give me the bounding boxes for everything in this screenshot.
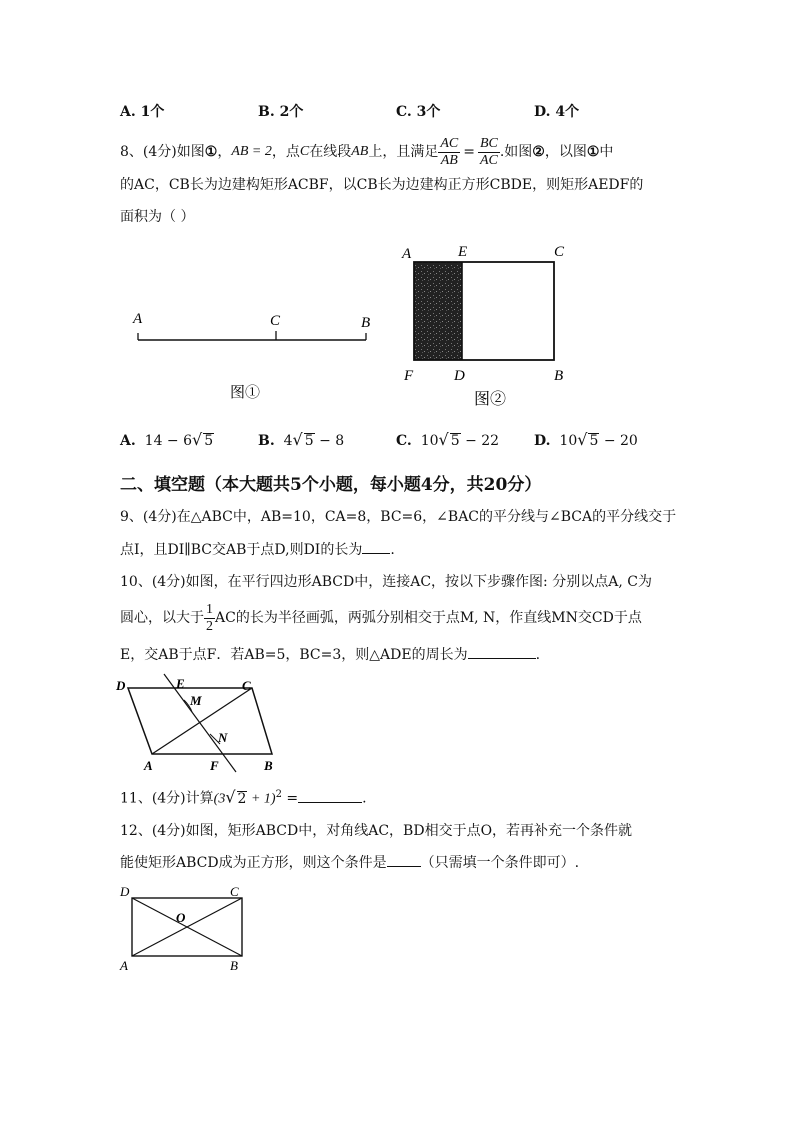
q8-line2: 的AC，CB长为边建构矩形ACBF，以CB长为边建构正方形CBDE，则矩形AEDF的: [120, 177, 644, 193]
radicand: 5: [204, 433, 214, 449]
diagonal-ac: [152, 688, 252, 754]
q9-text: .: [390, 542, 395, 558]
option-pre: 14 − 6: [144, 433, 193, 449]
option-post: − 22: [460, 433, 500, 449]
label-d: D: [120, 884, 130, 899]
label-o: O: [176, 910, 186, 925]
option-letter: A.: [120, 433, 136, 449]
q8-fraction-1: [438, 136, 460, 169]
q8-line1: [120, 137, 613, 167]
q8-point-c: C: [299, 144, 310, 159]
q12-line2: [120, 853, 579, 873]
radicand: 5: [450, 433, 460, 449]
label-b: B: [554, 368, 564, 384]
q11-answer-blank: [298, 802, 362, 803]
section-2-heading: 二、填空题（本大题共5个小题，每小题4分，共20分）: [120, 475, 542, 495]
q8-text: ，: [217, 144, 232, 160]
label-b: B: [264, 758, 273, 773]
q8-fig1-ref: ①: [586, 144, 600, 160]
option-pre: 10: [559, 433, 578, 449]
label-c: C: [554, 244, 565, 260]
radicand: 2: [237, 790, 247, 807]
frac-num: BC: [479, 135, 498, 151]
q11-text: .: [362, 790, 367, 807]
q7-option-a: A. 1个: [120, 104, 165, 120]
label-b: B: [361, 315, 371, 331]
q8-figure-1: [128, 305, 378, 410]
q7-option-d: D. 4个: [534, 104, 580, 120]
q8-option-a: [120, 430, 214, 451]
label-b: B: [230, 958, 238, 973]
radical-sign: √: [225, 787, 236, 807]
q11-expr: =: [281, 790, 299, 807]
label-d: D: [454, 368, 465, 384]
q8-text: 在线段: [309, 144, 352, 160]
q8-option-c: [396, 430, 499, 451]
option-pre: 10: [420, 433, 439, 449]
label-a: A: [144, 758, 153, 773]
fig1-caption: 图①: [230, 385, 261, 401]
fig2-caption: 图②: [474, 391, 507, 408]
label-c: C: [270, 313, 281, 329]
frac-num: AC: [440, 135, 459, 151]
option-letter: C.: [396, 433, 412, 449]
q7-option-c: C. 3个: [396, 104, 441, 120]
label-n: N: [218, 730, 228, 745]
q8-text: .如图: [499, 144, 533, 160]
q9-line1: 9、(4分)在△ABC中，AB=10，CA=8，BC=6，∠BAC的平分线与∠BCA的平分线交于: [120, 509, 677, 525]
q11-text: 11、(4分)计算: [120, 790, 214, 807]
radicand: 5: [304, 433, 314, 449]
label-f: F: [404, 368, 414, 384]
q12-answer-blank: [387, 866, 421, 867]
q10-text: AC的长为半径画弧，两弧分别相交于点M, N，作直线MN交CD于点: [215, 610, 642, 626]
label-e: E: [458, 244, 468, 260]
q7-option-b: B. 2个: [258, 104, 304, 120]
radical-sign: √: [577, 430, 588, 449]
q10-figure: [112, 672, 282, 778]
q10-answer-blank: [468, 658, 536, 659]
q8-fig1-ref: ①: [204, 144, 218, 160]
q9-text: 点I，且DI∥BC交AB于点D,则DI的长为: [120, 542, 363, 558]
label-a: A: [120, 958, 128, 973]
q8-ab-eq: AB = 2: [231, 144, 272, 159]
q8-text: 中: [599, 144, 614, 160]
q11-exponent: 2: [275, 789, 282, 800]
frac-den: AB: [440, 152, 458, 168]
label-m: M: [190, 693, 202, 708]
q8-fraction-2: [478, 136, 500, 169]
q8-text: 8、(4分)如图: [120, 144, 205, 160]
q10-text: .: [535, 647, 541, 663]
q8-segment-ab: AB: [351, 144, 369, 159]
shaded-rect-aedf: [414, 262, 462, 360]
equals-sign: =: [463, 144, 475, 160]
frac-num: 1: [206, 601, 213, 617]
option-letter: B.: [258, 433, 275, 449]
label-f: F: [210, 758, 219, 773]
q10-line3: [120, 645, 540, 665]
radical-sign: √: [192, 430, 203, 449]
radicand: 5: [589, 433, 599, 449]
option-pre: 4: [283, 433, 293, 449]
q8-fig2-ref: ②: [532, 144, 545, 160]
q8-text: 上，且满足: [368, 144, 439, 160]
radical-sign: √: [438, 430, 449, 449]
option-letter: D.: [534, 433, 551, 449]
q8-option-d: [534, 430, 638, 451]
label-c: C: [242, 678, 251, 693]
option-post: − 8: [314, 433, 345, 449]
q9-answer-blank: [362, 553, 390, 554]
q12-figure: [114, 884, 254, 976]
q12-text: 能使矩形ABCD成为正方形，则这个条件是: [120, 855, 387, 871]
q8-line3: 面积为（ ）: [120, 209, 195, 225]
frac-den: 2: [206, 618, 213, 634]
q8-text: ，以图: [544, 144, 587, 160]
label-d: D: [116, 678, 126, 693]
label-e: E: [176, 676, 185, 691]
q8-text: ，点: [271, 144, 300, 160]
option-post: − 20: [599, 433, 638, 449]
q10-line2: [120, 600, 642, 636]
q10-text: 圆心，以大于: [120, 610, 204, 626]
q11-expr: + 1): [247, 791, 276, 807]
frac-den: AC: [479, 152, 498, 168]
label-c: C: [230, 884, 239, 899]
q11-line: [120, 785, 367, 810]
q9-line2: [120, 540, 395, 560]
label-a: A: [133, 311, 143, 327]
q10-line1: 10、(4分)如图，在平行四边形ABCD中，连接AC，按以下步骤作图: 分别以点A, C为: [120, 574, 652, 590]
radical-sign: √: [292, 430, 303, 449]
q10-text: E，交AB于点F．若AB=5，BC=3，则△ADE的周长为: [120, 647, 468, 663]
q8-figure-2: [396, 240, 576, 412]
q11-expr: (3: [213, 791, 226, 807]
q8-option-b: [258, 430, 344, 451]
label-a: A: [402, 246, 412, 262]
q12-line1: 12、(4分)如图，矩形ABCD中，对角线AC，BD相交于点O，若再补充一个条件就: [120, 823, 633, 839]
q10-fraction-half: [204, 602, 215, 635]
q12-text: （只需填一个条件即可）.: [420, 855, 580, 871]
